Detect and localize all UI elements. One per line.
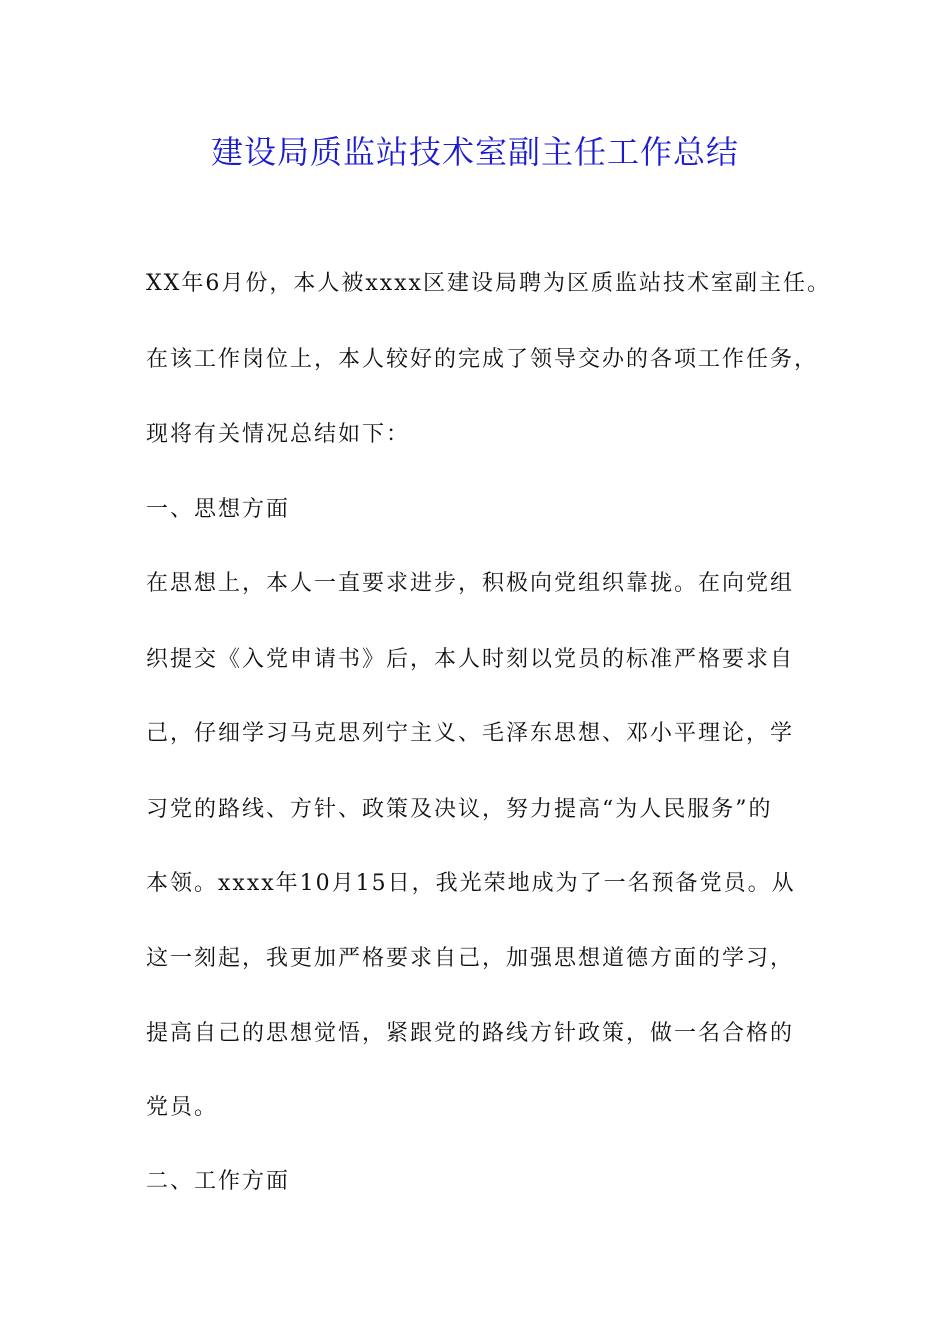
paragraph-line-5: 织提交《入党申请书》后，本人时刻以党员的标准严格要求自	[146, 647, 795, 672]
paragraph-line-1: XX年6月份，本人被xxxx区建设局聘为区质监站技术室副主任。	[146, 271, 831, 296]
document-title: 建设局质监站技术室副主任工作总结	[210, 133, 739, 171]
paragraph-line-11: 党员。	[146, 1095, 219, 1120]
section-heading-1: 一、思想方面	[146, 497, 291, 522]
paragraph-line-4: 在思想上，本人一直要求进步，积极向党组织靠拢。在向党组	[146, 571, 795, 596]
paragraph-line-6: 己，仔细学习马克思列宁主义、毛泽东思想、邓小平理论，学	[146, 721, 795, 746]
paragraph-line-3: 现将有关情况总结如下：	[146, 422, 411, 447]
paragraph-line-7: 习党的路线、方针、政策及决议，努力提高“为人民服务”的	[146, 797, 773, 822]
paragraph-line-2: 在该工作岗位上，本人较好的完成了领导交办的各项工作任务，	[146, 347, 819, 372]
paragraph-line-9: 这一刻起，我更加严格要求自己，加强思想道德方面的学习，	[146, 946, 795, 971]
paragraph-line-8: 本领。xxxx年10月15日，我光荣地成为了一名预备党员。从	[146, 871, 796, 896]
section-heading-2: 二、工作方面	[146, 1169, 291, 1194]
paragraph-line-10: 提高自己的思想觉悟，紧跟党的路线方针政策，做一名合格的	[146, 1021, 795, 1046]
